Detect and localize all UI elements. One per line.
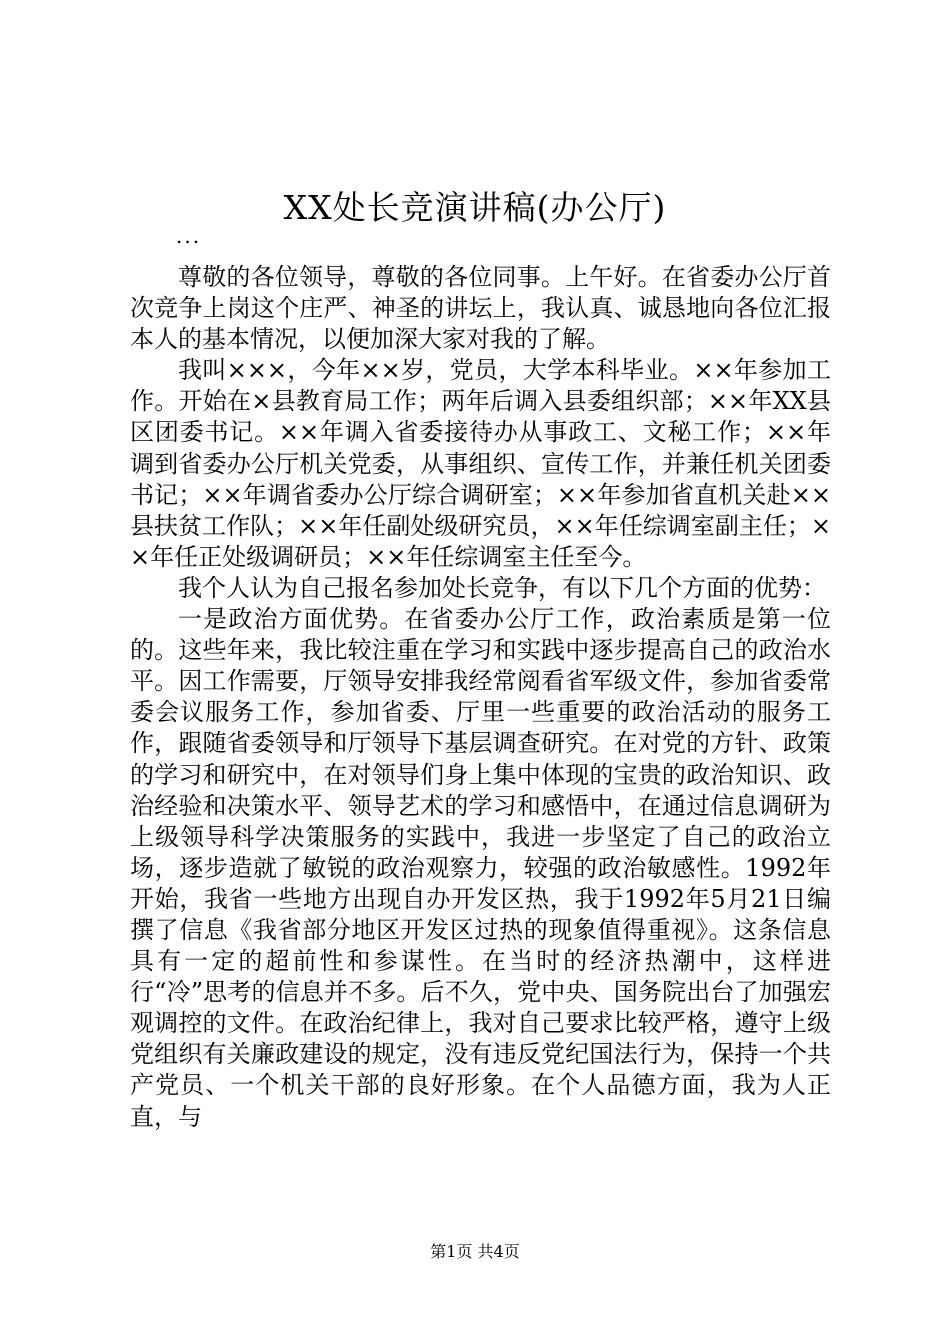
ellipsis-marker: ... — [176, 224, 202, 248]
document-title: XX处长竞演讲稿(办公厅) — [283, 188, 667, 227]
paragraph-personal-info: 我叫×××，今年××岁，党员，大学本科毕业。××年参加工作。开始在×县教育局工作；两年后调入县委组织部；××年XX县区团委书记。××年调入省委接待办从事政工、文秘工作；××年调到省委办公厅机关党委，从事组织、宣传工作，并兼任机关团委书记；××年调省委办公厅综合调研室；××年参加省直机关赴××县扶贫工作队；××年任副处级研究员，××年任综调室副主任；××年任正处级调研员；××年任综调室主任至今。 — [130, 356, 831, 571]
paragraph-advantages-intro: 我个人认为自己报名参加处长竞争，有以下几个方面的优势： — [178, 573, 826, 602]
paragraph-greeting: 尊敬的各位领导，尊敬的各位同事。上午好。在省委办公厅首次竞争上岗这个庄严、神圣的讲坛上，我认真、诚恳地向各位汇报本人的基本情况，以便加深大家对我的了解。 — [130, 263, 831, 354]
document-body — [130, 262, 831, 1133]
paragraph-political-advantage: 一是政治方面优势。在省委办公厅工作，政治素质是第一位的。这些年来，我比较注重在学习和实践中逐步提高自己的政治水平。因工作需要，厅领导安排我经常阅看省军级文件，参加省委常委会议服务工作，参加省委、厅里一些重要的政治活动的服务工作，跟随省委领导和厅领导下基层调查研究。在对党的方针、政策的学习和研究中，在对领导们身上集中体现的宝贵的政治知识、政治经验和决策水平、领导艺术的学习和感悟中，在通过信息调研为上级领导科学决策服务的实践中，我进一步坚定了自己的政治立场，逐步造就了敏锐的政治观察力，较强的政治敏感性。1992年开始，我省一些地方出现自办开发区热，我于1992年5月21日编撰了信息《我省部分地区开发区过热的现象值得重视》。这条信息具有一定的超前性和参谋性。在当时的经济热潮中，这样进行“冷”思考的信息并不多。后不久，党中央、国务院出台了加强宏观调控的文件。在政治纪律上，我对自己要求比较严格，遵守上级党组织有关廉政建设的规定，没有违反党纪国法行为，保持一个共产党员、一个机关干部的良好形象。在个人品德方面，我为人正直，与 — [130, 605, 831, 1131]
page-number-footer: 第1页 共4页 — [430, 1242, 520, 1261]
